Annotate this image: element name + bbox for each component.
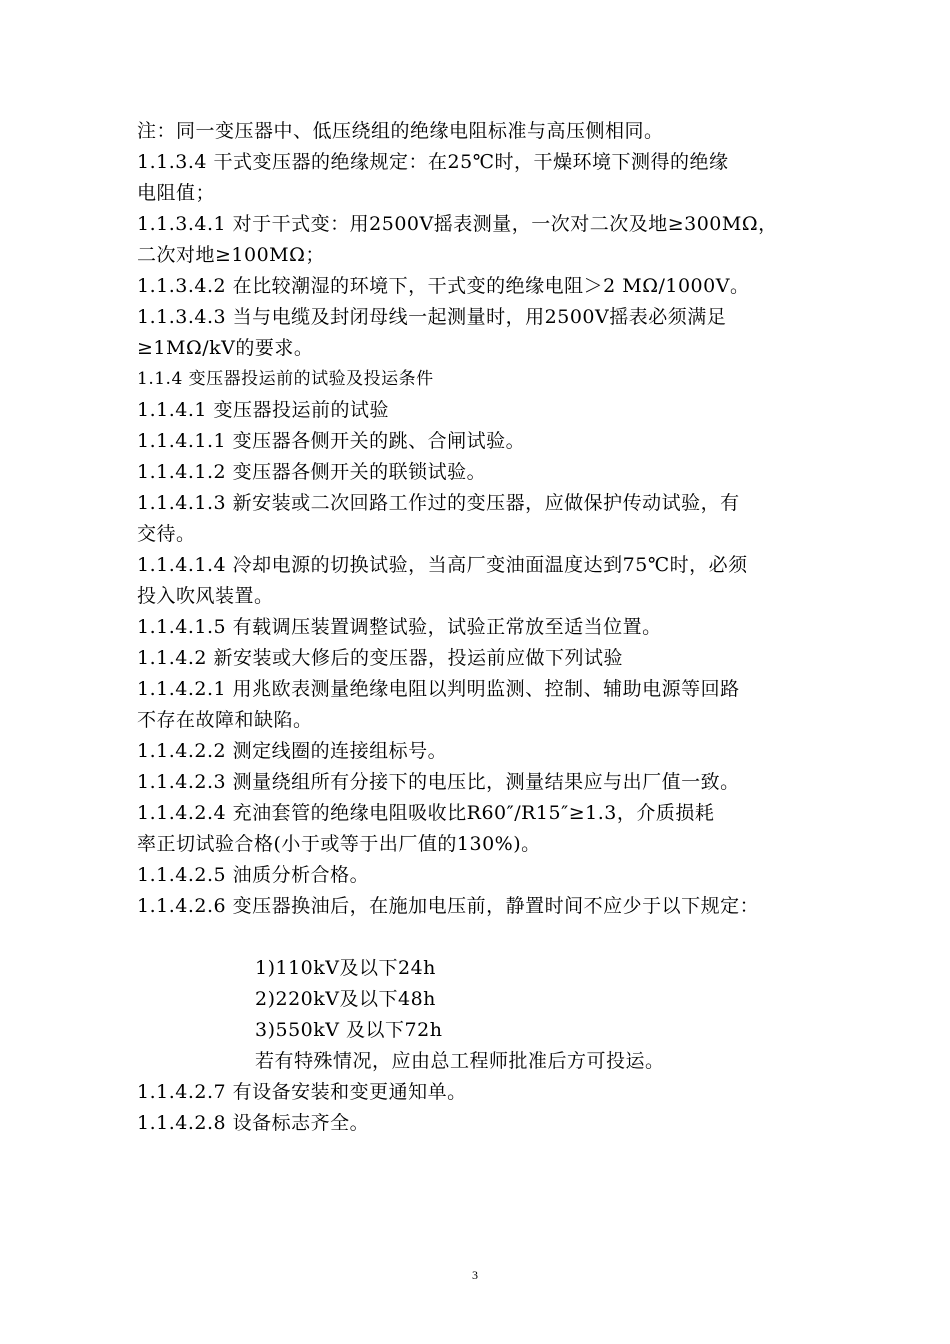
page-number: 3 — [472, 1268, 478, 1282]
list-item: 2)220kV及以下48h — [255, 988, 436, 1010]
section-1-1-4-1-3: 1.1.4.1.3 新安装或二次回路工作过的变压器，应做保护传动试验，有 — [137, 492, 740, 514]
list-item: 1)110kV及以下24h — [255, 957, 436, 979]
section-1-1-3-4: 1.1.3.4 干式变压器的绝缘规定：在25℃时，干燥环境下测得的绝缘 — [137, 151, 729, 173]
note-line: 注：同一变压器中、低压绕组的绝缘电阻标准与高压侧相同。 — [137, 120, 664, 142]
special-case-note: 若有特殊情况，应由总工程师批准后方可投运。 — [255, 1050, 665, 1072]
section-1-1-4-2-5: 1.1.4.2.5 油质分析合格。 — [137, 864, 370, 886]
blank-line — [137, 922, 837, 953]
section-1-1-4-2-6: 1.1.4.2.6 变压器换油后，在施加电压前，静置时间不应少于以下规定： — [137, 895, 760, 917]
section-1-1-4-1-4-cont: 投入吹风装置。 — [137, 585, 274, 607]
section-1-1-4-2-1-cont: 不存在故障和缺陷。 — [137, 709, 313, 731]
section-1-1-4-1: 1.1.4.1 变压器投运前的试验 — [137, 399, 390, 421]
section-heading-1-1-4: 1.1.4 变压器投运前的试验及投运条件 — [137, 369, 434, 389]
section-1-1-4-2-4-cont: 率正切试验合格(小于或等于出厂值的130%)。 — [137, 833, 541, 855]
section-1-1-4-2-1: 1.1.4.2.1 用兆欧表测量绝缘电阻以判明监测、控制、辅助电源等回路 — [137, 678, 740, 700]
section-1-1-4-1-5: 1.1.4.1.5 有载调压装置调整试验，试验正常放至适当位置。 — [137, 616, 662, 638]
section-1-1-4-2-4: 1.1.4.2.4 充油套管的绝缘电阻吸收比R60″/R15″≥1.3，介质损耗 — [137, 802, 715, 824]
section-1-1-4-2-3: 1.1.4.2.3 测量绕组所有分接下的电压比，测量结果应与出厂值一致。 — [137, 771, 740, 793]
section-1-1-4-2: 1.1.4.2 新安装或大修后的变压器，投运前应做下列试验 — [137, 647, 624, 669]
section-1-1-4-1-1: 1.1.4.1.1 变压器各侧开关的跳、合闸试验。 — [137, 430, 526, 452]
document-body — [137, 116, 837, 1139]
section-1-1-4-1-4: 1.1.4.1.4 冷却电源的切换试验，当高厂变油面温度达到75℃时，必须 — [137, 554, 748, 576]
section-1-1-4-1-3-cont: 交待。 — [137, 523, 196, 545]
list-item: 3)550kV 及以下72h — [255, 1019, 443, 1041]
section-1-1-4-1-2: 1.1.4.1.2 变压器各侧开关的联锁试验。 — [137, 461, 487, 483]
section-1-1-3-4-3: 1.1.3.4.3 当与电缆及封闭母线一起测量时，用2500V摇表必须满足 — [137, 306, 727, 328]
section-1-1-3-4-2: 1.1.3.4.2 在比较潮湿的环境下，干式变的绝缘电阻＞2 MΩ/1000V。 — [137, 275, 750, 297]
section-1-1-3-4-3-cont: ≥1MΩ/kV的要求。 — [137, 337, 314, 359]
section-1-1-4-2-7: 1.1.4.2.7 有设备安装和变更通知单。 — [137, 1081, 467, 1103]
section-1-1-3-4-cont: 电阻值； — [137, 182, 216, 204]
section-1-1-3-4-1: 1.1.3.4.1 对于干式变：用2500V摇表测量，一次对二次及地≥300MΩ， — [137, 213, 778, 235]
section-1-1-3-4-1-cont: 二次对地≥100MΩ； — [137, 244, 325, 266]
section-1-1-4-2-8: 1.1.4.2.8 设备标志齐全。 — [137, 1112, 370, 1134]
section-1-1-4-2-2: 1.1.4.2.2 测定线圈的连接组标号。 — [137, 740, 448, 762]
